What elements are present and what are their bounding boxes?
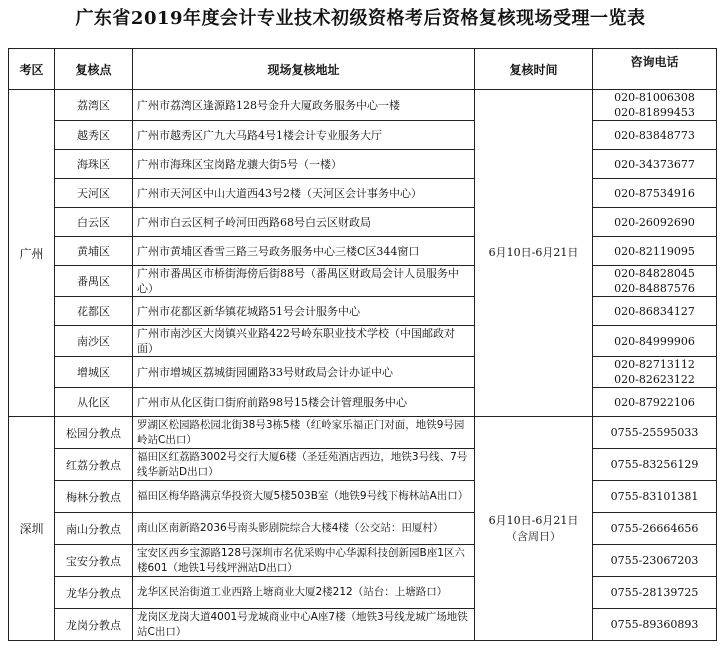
review-point-cell: 番禺区 (55, 266, 133, 297)
region-cell: 深圳 (9, 417, 55, 641)
table-row (9, 388, 717, 417)
address-cell: 福田区梅华路满京华投资大厦5楼503B室（地铁9号线下梅林站A出口） (133, 481, 475, 513)
address-cell: 广州市越秀区广九大马路4号1楼会计专业服务大厅 (133, 121, 475, 150)
table-row (9, 545, 717, 577)
phone-cell: 020-87534916 (593, 179, 717, 208)
table-row (9, 297, 717, 326)
region-cell: 广州 (9, 90, 55, 417)
table-row (9, 208, 717, 237)
address-cell: 广州市白云区柯子岭河田西路68号白云区财政局 (133, 208, 475, 237)
phone-cell: 020-81006308 020-81899453 (593, 90, 717, 121)
phone-cell: 020-26092690 (593, 208, 717, 237)
address-cell: 广州市南沙区大岗镇兴业路422号岭东职业技术学校（中国邮政对面） (133, 326, 475, 357)
address-cell: 罗湖区松园路松园北街38号3栋5楼（红岭家乐福正门对面，地铁9号园岭站C出口） (133, 417, 475, 449)
table-row (9, 449, 717, 481)
address-cell: 宝安区西乡宝源路128号深圳市名优采购中心华源科技创新园B座1区六楼601（地铁1号线坪洲站D出口） (133, 545, 475, 577)
table-row (9, 357, 717, 388)
table-row (9, 513, 717, 545)
address-cell: 龙华区民治街道工业西路上塘商业大厦2楼212（站台：上塘路口） (133, 577, 475, 609)
phone-cell: 0755-83101381 (593, 481, 717, 513)
table-row (9, 266, 717, 297)
phone-cell: 0755-89360893 (593, 609, 717, 641)
phone-cell: 020-84999906 (593, 326, 717, 357)
review-point-cell: 龙岗分教点 (55, 609, 133, 641)
phone-cell: 020-82713112 020-82623122 (593, 357, 717, 388)
header-region: 考区 (9, 49, 55, 90)
review-point-cell: 南山分教点 (55, 513, 133, 545)
phone-cell: 0755-28139725 (593, 577, 717, 609)
header-review-point: 复核点 (55, 49, 133, 90)
table-body (9, 90, 717, 641)
phone-cell: 020-83848773 (593, 121, 717, 150)
table-row (9, 326, 717, 357)
table-row (9, 150, 717, 179)
review-point-cell: 增城区 (55, 357, 133, 388)
table-row (9, 121, 717, 150)
review-point-cell: 黄埔区 (55, 237, 133, 266)
review-point-cell: 白云区 (55, 208, 133, 237)
address-cell: 广州市黄埔区香雪三路三号政务服务中心三楼C区344窗口 (133, 237, 475, 266)
table-row (9, 179, 717, 208)
review-point-cell: 荔湾区 (55, 90, 133, 121)
review-point-cell: 从化区 (55, 388, 133, 417)
address-cell: 南山区南新路2036号南头影剧院综合大楼4楼（公交站：田厦村） (133, 513, 475, 545)
review-site-table (8, 48, 717, 641)
review-point-cell: 天河区 (55, 179, 133, 208)
address-cell: 广州市海珠区宝岗路龙骧大街5号（一楼） (133, 150, 475, 179)
phone-cell: 020-34373677 (593, 150, 717, 179)
review-time-cell: 6月10日-6月21日 （含周日） (475, 417, 593, 641)
phone-cell: 020-84828045 020-84887576 (593, 266, 717, 297)
phone-cell: 0755-26664656 (593, 513, 717, 545)
phone-cell: 020-82119095 (593, 237, 717, 266)
review-point-cell: 龙华分教点 (55, 577, 133, 609)
table-row (9, 609, 717, 641)
address-cell: 广州市天河区中山大道西43号2楼（天河区会计事务中心） (133, 179, 475, 208)
table-row (9, 481, 717, 513)
review-point-cell: 红荔分教点 (55, 449, 133, 481)
address-cell: 广州市增城区荔城街园圃路33号财政局会计办证中心 (133, 357, 475, 388)
phone-cell: 020-87922106 (593, 388, 717, 417)
review-point-cell: 松园分教点 (55, 417, 133, 449)
phone-cell: 0755-25595033 (593, 417, 717, 449)
page-title: 广东省2019年度会计专业技术初级资格考后资格复核现场受理一览表 (75, 8, 646, 29)
address-cell: 龙岗区龙岗大道4001号龙城商业中心A座7楼（地铁3号线龙城广场地铁站C出口） (133, 609, 475, 641)
review-point-cell: 南沙区 (55, 326, 133, 357)
phone-cell: 0755-83256129 (593, 449, 717, 481)
review-point-cell: 花都区 (55, 297, 133, 326)
review-point-cell: 梅林分教点 (55, 481, 133, 513)
review-point-cell: 越秀区 (55, 121, 133, 150)
address-cell: 广州市荔湾区逢源路128号金升大厦政务服务中心一楼 (133, 90, 475, 121)
table-row (9, 90, 717, 121)
address-cell: 广州市番禺区市桥街海傍后街88号（番禺区财政局会计人员服务中心） (133, 266, 475, 297)
review-time-cell: 6月10日-6月21日 (475, 90, 593, 417)
table-row (9, 237, 717, 266)
header-phone: 咨询电话 (593, 49, 717, 90)
phone-cell: 020-86834127 (593, 297, 717, 326)
phone-cell: 0755-23067203 (593, 545, 717, 577)
address-cell: 广州市从化区街口街府前路98号15楼会计管理服务中心 (133, 388, 475, 417)
header-review-time: 复核时间 (475, 49, 593, 90)
header-address: 现场复核地址 (133, 49, 475, 90)
table-row (9, 417, 717, 449)
address-cell: 福田区红荔路3002号交行大厦6楼（圣廷苑酒店西边，地铁3号线、7号线华新站D出口） (133, 449, 475, 481)
address-cell: 广州市花都区新华镇花城路51号会计服务中心 (133, 297, 475, 326)
review-point-cell: 宝安分教点 (55, 545, 133, 577)
review-point-cell: 海珠区 (55, 150, 133, 179)
table-header-row (9, 49, 717, 90)
table-row (9, 577, 717, 609)
